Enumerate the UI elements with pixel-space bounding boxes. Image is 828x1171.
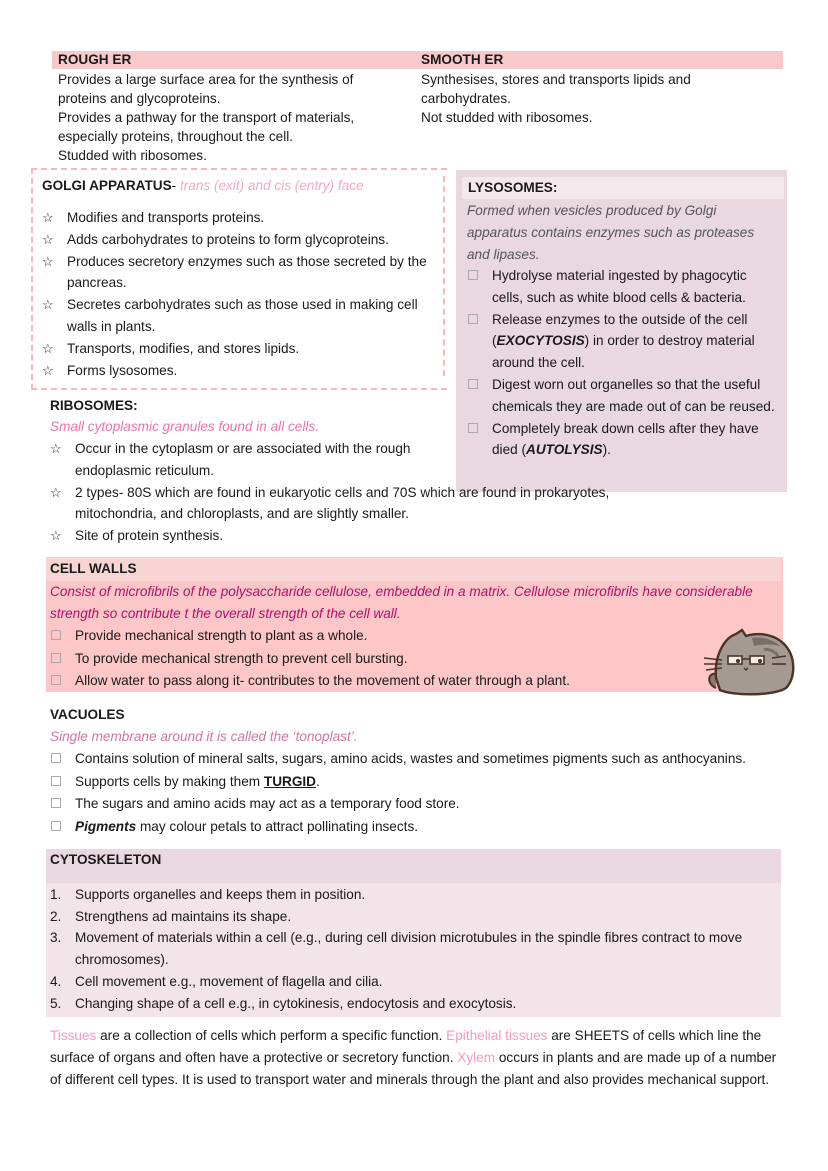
star-icon: ☆ xyxy=(42,340,54,356)
ribosomes-list xyxy=(50,438,640,547)
list-item: Contains solution of mineral salts, sugars, amino acids, wastes and sometimes pigments such as anthocyanins. xyxy=(50,748,790,771)
smooth-er-heading: SMOOTH ER xyxy=(415,51,783,69)
ribosomes-heading: RIBOSOMES: xyxy=(50,398,138,413)
star-icon: ☆ xyxy=(42,231,54,247)
checkbox-bullet-icon xyxy=(51,798,61,808)
smooth-er-line: carbohydrates. xyxy=(421,91,511,106)
star-icon: ☆ xyxy=(42,253,54,269)
vacuoles-heading: VACUOLES xyxy=(50,707,125,722)
checkbox-bullet-icon xyxy=(468,379,478,389)
star-icon: ☆ xyxy=(50,528,62,544)
list-item: Completely break down cells after they have died (AUTOLYSIS). xyxy=(467,418,777,462)
list-item: Hydrolyse material ingested by phagocytic cells, such as white blood cells & bacteria. xyxy=(467,265,777,309)
rough-er-description xyxy=(58,70,408,165)
pigments-term: Pigments xyxy=(75,818,137,834)
checkbox-bullet-icon xyxy=(51,753,61,763)
exocytosis-term: EXOCYTOSIS xyxy=(496,333,585,349)
list-item: Release enzymes to the outside of the cell (EXOCYTOSIS) in order to destroy material around the cell. xyxy=(467,309,777,374)
checkbox-bullet-icon xyxy=(51,776,61,786)
list-item: Allow water to pass along it- contributes to the movement of water through a plant. xyxy=(50,670,700,693)
lysosomes-intro: Formed when vesicles produced by Golgi apparatus contains enzymes such as proteases and lipases. xyxy=(467,203,755,262)
rough-er-line: especially proteins, throughout the cell. xyxy=(58,129,294,144)
turgid-term: TURGID xyxy=(263,773,316,789)
list-item: ☆ Modifies and transports proteins. xyxy=(42,207,437,229)
vacuoles-list xyxy=(50,748,790,838)
checkbox-bullet-icon xyxy=(468,314,478,324)
list-item: To provide mechanical strength to prevent cell bursting. xyxy=(50,648,700,671)
cat-illustration-icon xyxy=(702,628,798,698)
star-icon: ☆ xyxy=(50,441,62,456)
list-item: ☆ Secretes carbohydrates such as those used in making cell walls in plants. xyxy=(42,294,437,338)
cell-walls-intro: Consist of microfibrils of the polysaccharide cellulose, embedded in a matrix. Cellulose microfibrils have considerable strength so contribute t the overall strength of the cell wall. xyxy=(50,584,753,621)
smooth-er-description xyxy=(421,70,771,127)
rough-er-heading: ROUGH ER xyxy=(52,51,418,69)
list-item: 3. Movement of materials within a cell (e.g., during cell division microtubules in the spindle fibres contract to move chromosomes). xyxy=(50,930,743,968)
list-item: ☆ Transports, modifies, and stores lipids. xyxy=(42,338,437,360)
rough-er-line: Provides a pathway for the transport of materials, xyxy=(58,110,355,125)
rough-er-line: proteins and glycoproteins. xyxy=(58,91,221,106)
list-item: 2. Strengthens ad maintains its shape. xyxy=(50,908,292,924)
list-item: 4. Cell movement e.g., movement of flagella and cilia. xyxy=(50,973,383,989)
autolysis-term: AUTOLYSIS xyxy=(526,442,603,458)
star-icon: ☆ xyxy=(42,210,54,225)
checkbox-bullet-icon xyxy=(468,423,478,433)
tissues-paragraph: Tissues are a collection of cells which perform a specific function. Epithelial tissues are SHEETS of cells which line the surface of organs and often have a protective or secretory function. Xylem occurs in plants and are made up of a number of different cell types. It is used to transport water and minerals through the plant and also provides mechanical support. xyxy=(50,1028,777,1087)
smooth-er-line: Synthesises, stores and transports lipids and xyxy=(421,72,691,87)
ribosomes-intro: Small cytoplasmic granules found in all cells. xyxy=(50,419,319,434)
golgi-title: GOLGI APPARATUS xyxy=(42,178,172,193)
checkbox-bullet-icon xyxy=(51,630,61,640)
rough-er-line: Provides a large surface area for the synthesis of xyxy=(58,72,354,87)
list-item: ☆ Occur in the cytoplasm or are associated with the rough endoplasmic reticulum. xyxy=(50,438,455,482)
lysosomes-heading: LYSOSOMES: xyxy=(462,177,784,199)
list-item: Supports cells by making them TURGID. xyxy=(50,771,790,794)
checkbox-bullet-icon xyxy=(468,270,478,280)
cell-walls-list xyxy=(50,625,700,693)
golgi-heading xyxy=(42,176,364,196)
checkbox-bullet-icon xyxy=(51,675,61,685)
list-item: ☆ 2 types- 80S which are found in eukaryotic cells and 70S which are found in prokaryotes, mitochondria, and chloroplasts, and are slightly smaller. xyxy=(50,482,640,526)
cell-walls-heading: CELL WALLS xyxy=(46,557,781,581)
list-item: ☆ Adds carbohydrates to proteins to form glycoproteins. xyxy=(42,229,437,251)
xylem-term: Xylem xyxy=(457,1050,496,1065)
vacuoles-intro: Single membrane around it is called the ‘tonoplast’. xyxy=(50,729,358,744)
lysosomes-list xyxy=(467,265,777,461)
list-item: 1. Supports organelles and keeps them in position. xyxy=(50,887,366,902)
list-item: ☆ Site of protein synthesis. xyxy=(50,525,640,547)
tissues-term: Tissues xyxy=(50,1028,97,1043)
list-item: 5. Changing shape of a cell e.g., in cytokinesis, endocytosis and exocytosis. xyxy=(50,995,517,1011)
list-item: Provide mechanical strength to plant as a whole. xyxy=(50,625,700,648)
golgi-dashed-border xyxy=(443,176,445,376)
list-item: ☆ Produces secretory enzymes such as those secreted by the pancreas. xyxy=(42,251,437,295)
golgi-list xyxy=(42,207,437,381)
golgi-separator: - xyxy=(171,178,180,193)
cytoskeleton-heading: CYTOSKELETON xyxy=(46,849,781,883)
star-icon: ☆ xyxy=(42,362,54,378)
checkbox-bullet-icon xyxy=(51,821,61,831)
cytoskeleton-list xyxy=(50,884,778,1014)
epithelial-tissues-term: Epithelial tissues xyxy=(446,1028,548,1043)
list-item: Pigments may colour petals to attract pollinating insects. xyxy=(50,816,790,839)
checkbox-bullet-icon xyxy=(51,653,61,663)
star-icon: ☆ xyxy=(42,297,54,313)
list-item: Digest worn out organelles so that the useful chemicals they are made out of can be reused. xyxy=(467,374,777,418)
golgi-subtitle: trans (exit) and cis (entry) face xyxy=(179,178,364,193)
list-item: ☆ Forms lysosomes. xyxy=(42,360,437,382)
star-icon: ☆ xyxy=(50,484,62,500)
rough-er-line: Studded with ribosomes. xyxy=(58,148,207,163)
smooth-er-line: Not studded with ribosomes. xyxy=(421,110,593,125)
list-item: The sugars and amino acids may act as a temporary food store. xyxy=(50,793,790,816)
